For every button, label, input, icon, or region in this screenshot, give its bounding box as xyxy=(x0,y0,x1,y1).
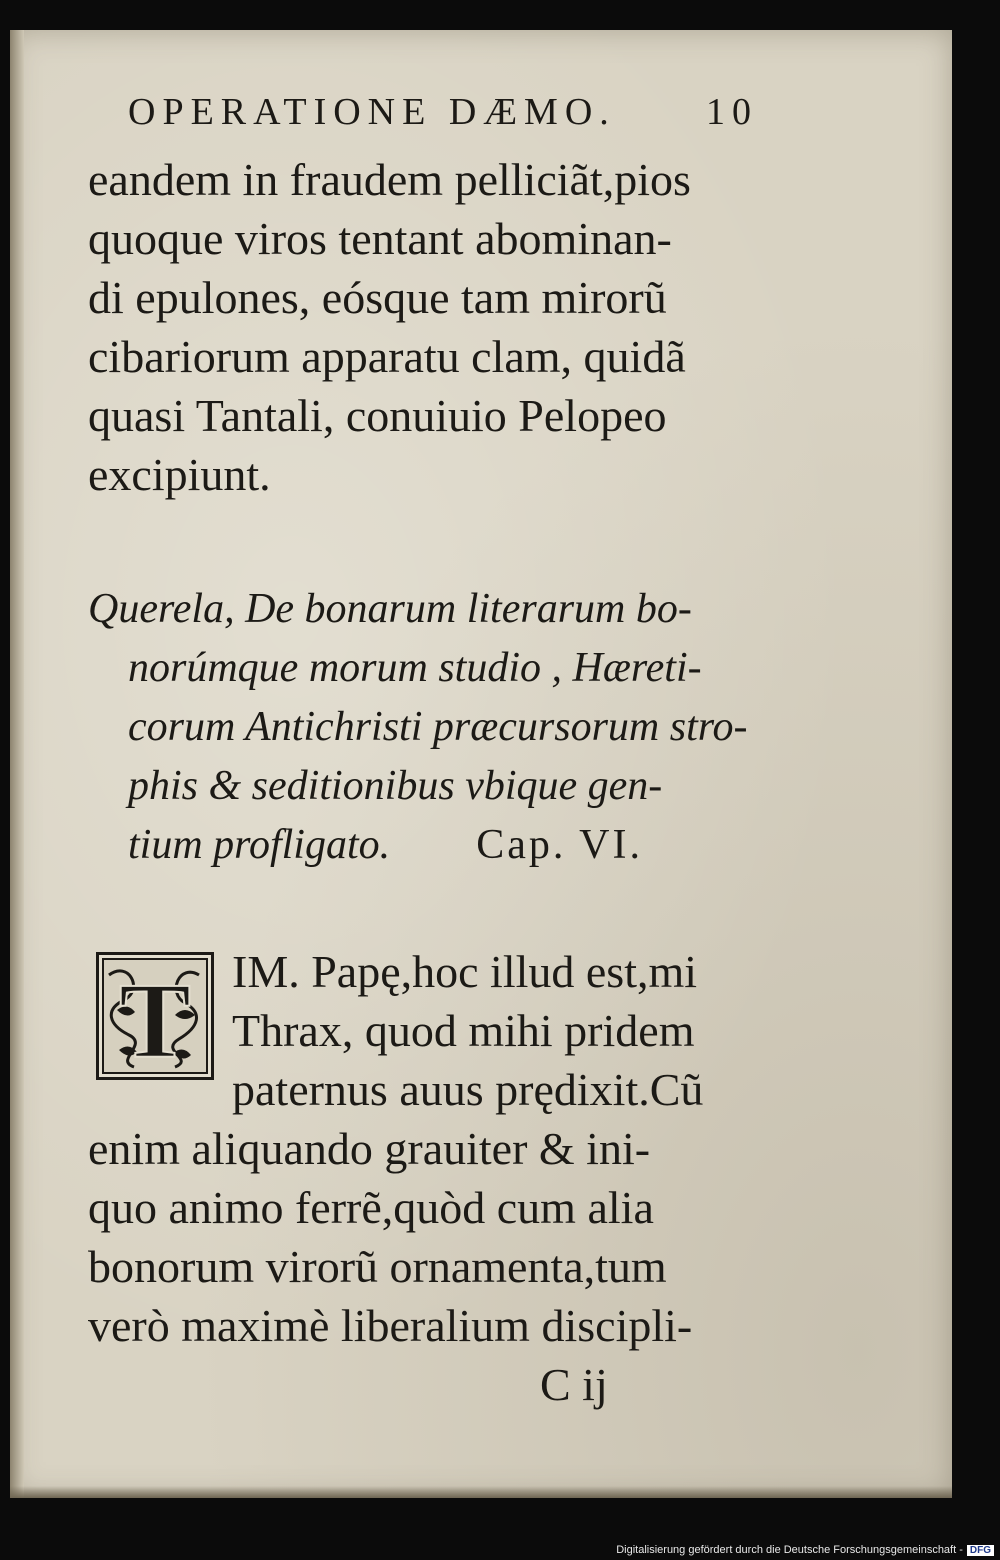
text-line: quoque viros tentant abominan- xyxy=(88,213,672,264)
text-line: paternus auus prędixit.Cũ xyxy=(232,1064,704,1115)
decorated-initial-t xyxy=(96,952,214,1080)
heading-line: corum Antichristi præcursorum stro- xyxy=(128,704,748,750)
folio-number: 10 xyxy=(706,91,758,133)
heading-line: phis & seditionibus vbique gen- xyxy=(128,763,663,809)
paragraph-2-initial-lines xyxy=(232,942,752,1119)
paragraph-1 xyxy=(88,150,753,504)
page-bottom-shadow xyxy=(10,1486,952,1498)
chapter-label: Cap. VI. xyxy=(476,822,643,868)
text-line: di epulones, eósque tam mirorũ xyxy=(88,272,667,323)
page-binding-edge xyxy=(10,30,24,1498)
text-line: verò maximè liberalium discipli- xyxy=(88,1300,693,1351)
foliage-ornament-icon xyxy=(99,955,211,1077)
text-line: eandem in fraudem pelliciãt,pios xyxy=(88,154,691,205)
initial-letter: T xyxy=(118,962,192,1077)
digitization-credit xyxy=(616,1544,994,1556)
text-line: Thrax, quod mihi pridem xyxy=(232,1005,695,1056)
text-line: quasi Tantali, conuiuio Pelopeo xyxy=(88,390,667,441)
text-line: quo animo ferrẽ,quòd cum alia xyxy=(88,1182,654,1233)
paragraph-2 xyxy=(88,1119,753,1355)
running-title: OPERATIONE DÆMO. xyxy=(128,91,616,133)
text-line: enim aliquando grauiter & ini- xyxy=(88,1123,651,1174)
heading-line: Querela, De bonarum literarum bo- xyxy=(88,586,692,632)
dfg-logo: DFG xyxy=(967,1545,994,1556)
heading-line: tium profligato. xyxy=(128,822,391,868)
running-header xyxy=(128,90,758,134)
signature-mark: C ij xyxy=(540,1359,608,1410)
credit-text: Digitalisierung gefördert durch die Deutsche Forschungsgemeinschaft - xyxy=(616,1544,963,1556)
text-line: IM. Papę,hoc illud est,mi xyxy=(232,946,698,997)
chapter-heading xyxy=(88,580,753,875)
text-line: bonorum virorũ ornamenta,tum xyxy=(88,1241,667,1292)
text-line: cibariorum apparatu clam, quidã xyxy=(88,331,686,382)
heading-line: norúmque morum studio , Hæreti- xyxy=(128,645,702,691)
heading-last-line xyxy=(88,816,753,875)
text-line: excipiunt. xyxy=(88,449,271,500)
